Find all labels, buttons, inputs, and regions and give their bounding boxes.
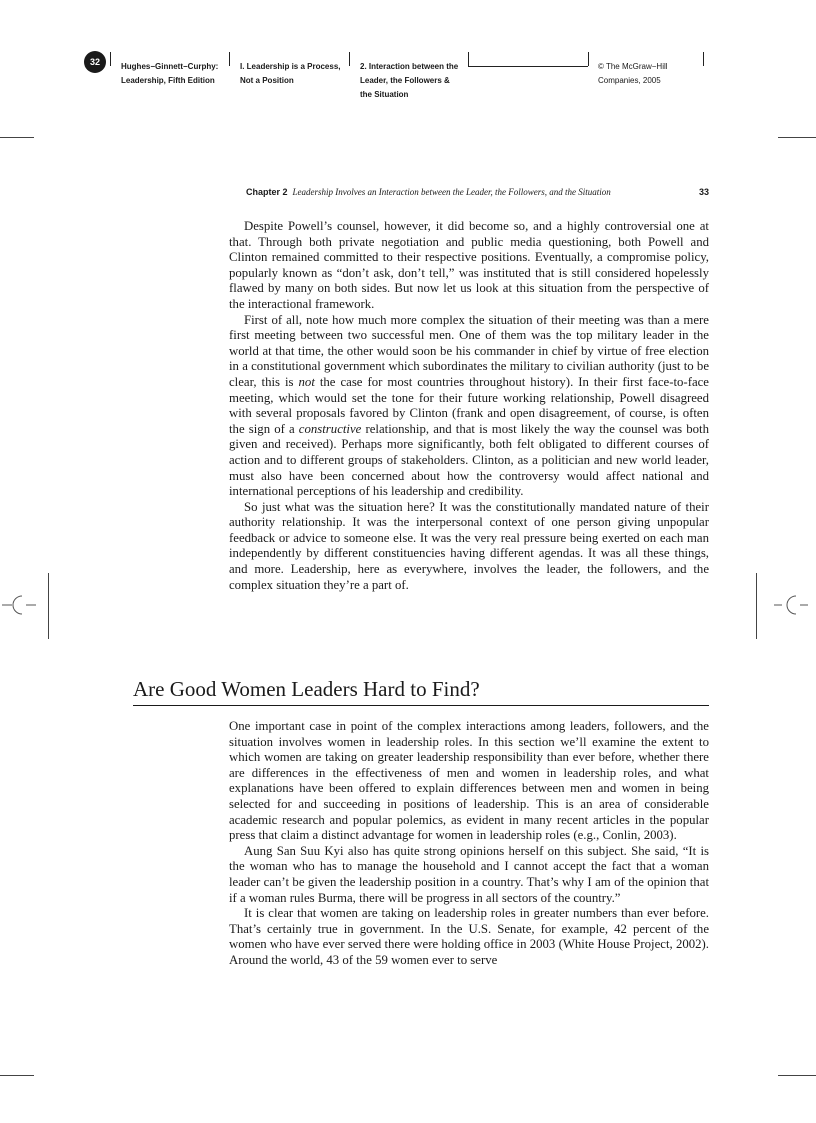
header-copyright-line2: Companies, 2005 [598,76,661,85]
header-copyright [598,60,668,88]
header-divider [468,52,469,66]
body-text-lower [229,719,709,969]
header-divider [349,52,350,66]
emphasis: not [298,374,315,389]
crop-mark [778,1075,816,1076]
text-run: the case for most countries throughout history). In their first face-to-face meeting, which would set the tone for their future working relationship, Powell disagreed with several proposals favored by Clinton (frank and open disagreement, of course, is often the sign of a [229,374,709,436]
crop-mark [0,137,34,138]
registration-mark-left [2,593,36,617]
paragraph: Aung San Suu Kyi also has quite strong opinions herself on this subject. She said, “It is the woman who has to manage the household and I cannot accept the fact that a woman leader can’t be given the leadership position in a country. That’s why I am of the opinion that if a woman rules Burma, there will be progress in all sectors of the country.” [229,843,709,905]
crop-mark [0,1075,34,1076]
crop-mark [756,573,757,639]
header-part-line1: I. Leadership is a Process, [240,62,341,71]
header-divider [703,52,704,66]
header-chapter [360,60,458,102]
paragraph: It is clear that women are taking on leadership roles in greater numbers than ever before. That’s certainly true in government. In the U.S. Senate, for example, 42 percent of the women who have ever served there were holding office in 2003 (White House Project, 2002). Around the world, 43 of the 59 women ever to serve [229,906,709,967]
header-part-line2: Not a Position [240,76,294,85]
header-chapter-line3: the Situation [360,90,409,99]
page-number-badge: 32 [84,51,106,73]
paragraph: Despite Powell’s counsel, however, it did become so, and a highly controversial one at that. Through both private negotiation and public media questioning, both Powell and Clinton remained committed to their respective positions. Eventually, a compromise policy, popularly known as “don’t ask, don’t tell,” was instituted that is still considered hopelessly flawed by many on both sides. But now let us look at this situation from the perspective of the interactional framework. [229,219,709,311]
registration-mark-right [774,593,808,617]
running-head [246,187,709,197]
section-heading: Are Good Women Leaders Hard to Find? [133,676,709,706]
paragraph: So just what was the situation here? It was the constitutionally mandated nature of their authority relationship. It was the interpersonal context of one person giving unpopular feedback or advice to someone else. It was the very real pressure being exerted on each man independently by different constituencies having different agendas. It was all these things, and more. Leadership, here as everywhere, involves the leader, the followers, and the complex situation they’re a part of. [229,499,709,592]
header-divider [229,52,230,66]
header-divider [110,52,111,66]
running-head-page-number: 33 [698,187,709,197]
paragraph [229,313,709,500]
running-head-chapter: Chapter 2 [246,187,288,197]
body-text-upper [229,219,709,593]
text-run: First of all, note how much more complex the situation of their meeting was than a mere first meeting between two successful men. One of them was the top military leader in the world at that time, the other would soon be his commander in chief by virtue of free election in a constitutional government which subordinates the military to civilian authority (just to be clear, this is [229,312,709,389]
running-head-title: Leadership Involves an Interaction between the Leader, the Followers, and the Situation [292,187,611,197]
header-chapter-line2: Leader, the Followers & [360,76,450,85]
emphasis: constructive [298,421,362,436]
text-run: relationship, and that is most likely the way the counsel was both given and received). Perhaps more significantly, both felt obligated to different courses of action and to different groups of stakeholders. Clinton, as a politician and new world leader, must also have been concerned about how the controversy would affect national and international perceptions of his leadership and credibility. [229,421,709,499]
header-authors-line1: Hughes−Ginnett−Curphy: [121,62,219,71]
header-rule [468,66,588,67]
header-authors [121,60,218,88]
header-chapter-line1: 2. Interaction between the [360,62,459,71]
header-copyright-line1: © The McGraw−Hill [598,62,668,71]
crop-mark [778,137,816,138]
paragraph: One important case in point of the complex interactions among leaders, followers, and the situation involves women in leadership roles. In this section we’ll examine the extent to which women are taking on greater leadership responsibility than ever before, whether there are differences in the effectiveness of men and women in leadership roles, and what explanations have been offered to explain differences between men and women in being selected for and succeeding in positions of leadership. This is an area of considerable academic research and popular polemics, as evident in many recent articles in the popular press that claim a distinct advantage for women in leadership roles (e.g., Conlin, 2003). [229,719,709,843]
crop-mark [48,573,49,639]
header-divider [588,52,589,66]
header-part [240,60,341,88]
header-authors-line2: Leadership, Fifth Edition [121,76,215,85]
